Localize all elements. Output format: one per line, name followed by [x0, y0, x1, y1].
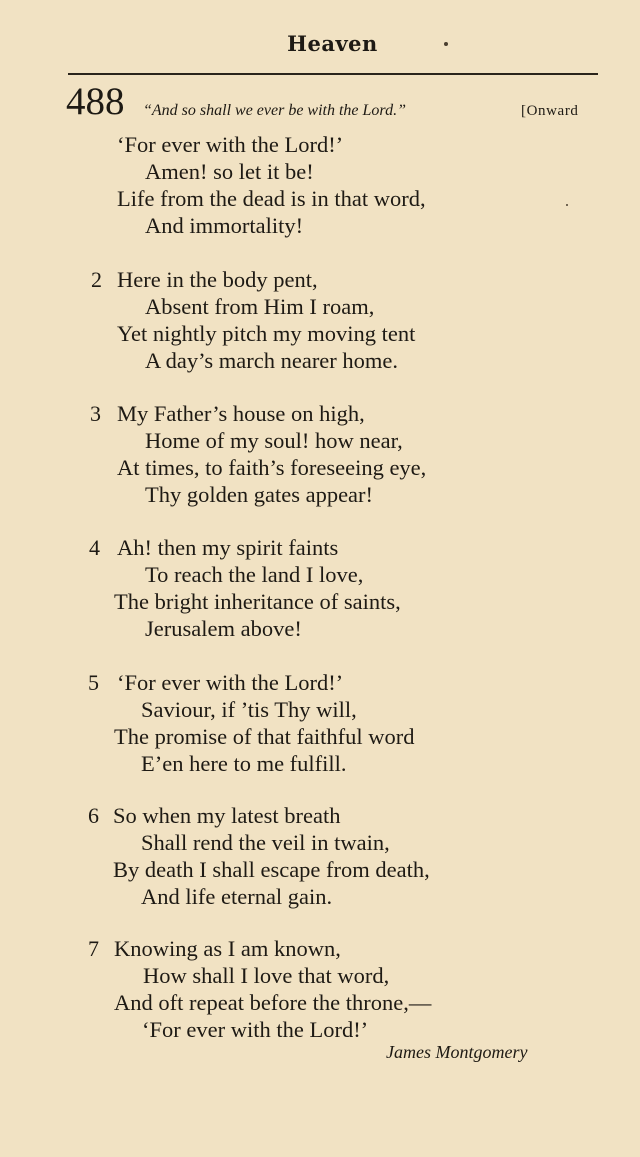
ink-speck: [444, 42, 448, 46]
epigraph: “And so shall we ever be with the Lord.”: [143, 102, 406, 119]
verse-line: Amen! so let it be!: [145, 159, 314, 184]
verse-number: 2: [91, 267, 102, 292]
tune-name: [Onward: [521, 103, 579, 119]
verse-number: 3: [90, 401, 101, 426]
hymn-number: 488: [66, 80, 125, 123]
verse-line: How shall I love that word,: [143, 963, 390, 988]
author-attribution: James Montgomery: [386, 1042, 528, 1062]
verse-line: Saviour, if ’tis Thy will,: [141, 697, 357, 722]
verse-line: ‘For ever with the Lord!’: [142, 1017, 369, 1042]
verse-line: ‘For ever with the Lord!’: [117, 670, 344, 695]
verse-line: ‘For ever with the Lord!’: [117, 132, 344, 157]
verse-number: 4: [89, 535, 100, 560]
verse-line: And life eternal gain.: [141, 884, 333, 909]
verse-line: Ah! then my spirit faints: [117, 535, 339, 560]
verse-line: E’en here to me fulfill.: [141, 751, 347, 776]
verse-line: And immortality!: [145, 213, 304, 238]
verse-line: Life from the dead is in that word,: [117, 186, 426, 211]
verse-line: Home of my soul! how near,: [145, 428, 403, 453]
page-header: Heaven: [287, 31, 378, 56]
verse-line: And oft repeat before the throne,—: [114, 990, 432, 1015]
verse-number: 5: [88, 670, 99, 695]
verse-line: At times, to faith’s foreseeing eye,: [117, 455, 427, 480]
verse-line: Absent from Him I roam,: [145, 294, 375, 319]
verse-line: Shall rend the veil in twain,: [141, 830, 390, 855]
verse-line: Yet nightly pitch my moving tent: [117, 321, 416, 346]
verse-line: The promise of that faithful word: [114, 724, 415, 749]
header-rule: [68, 73, 598, 75]
verse-line: By death I shall escape from death,: [113, 857, 430, 882]
verse-line: My Father’s house on high,: [117, 401, 365, 426]
verse-line: A day’s march nearer home.: [145, 348, 399, 373]
ink-speck: [566, 204, 568, 206]
verse-line: Thy golden gates appear!: [145, 482, 374, 507]
verse-line: Here in the body pent,: [117, 267, 318, 292]
verse-line: So when my latest breath: [113, 803, 341, 828]
verse-line: To reach the land I love,: [145, 562, 364, 587]
verse-number: 6: [88, 803, 99, 828]
verse-number: 7: [88, 936, 99, 961]
verse-line: Jerusalem above!: [145, 616, 302, 641]
verse-line: Knowing as I am known,: [114, 936, 341, 961]
verse-line: The bright inheritance of saints,: [114, 589, 401, 614]
